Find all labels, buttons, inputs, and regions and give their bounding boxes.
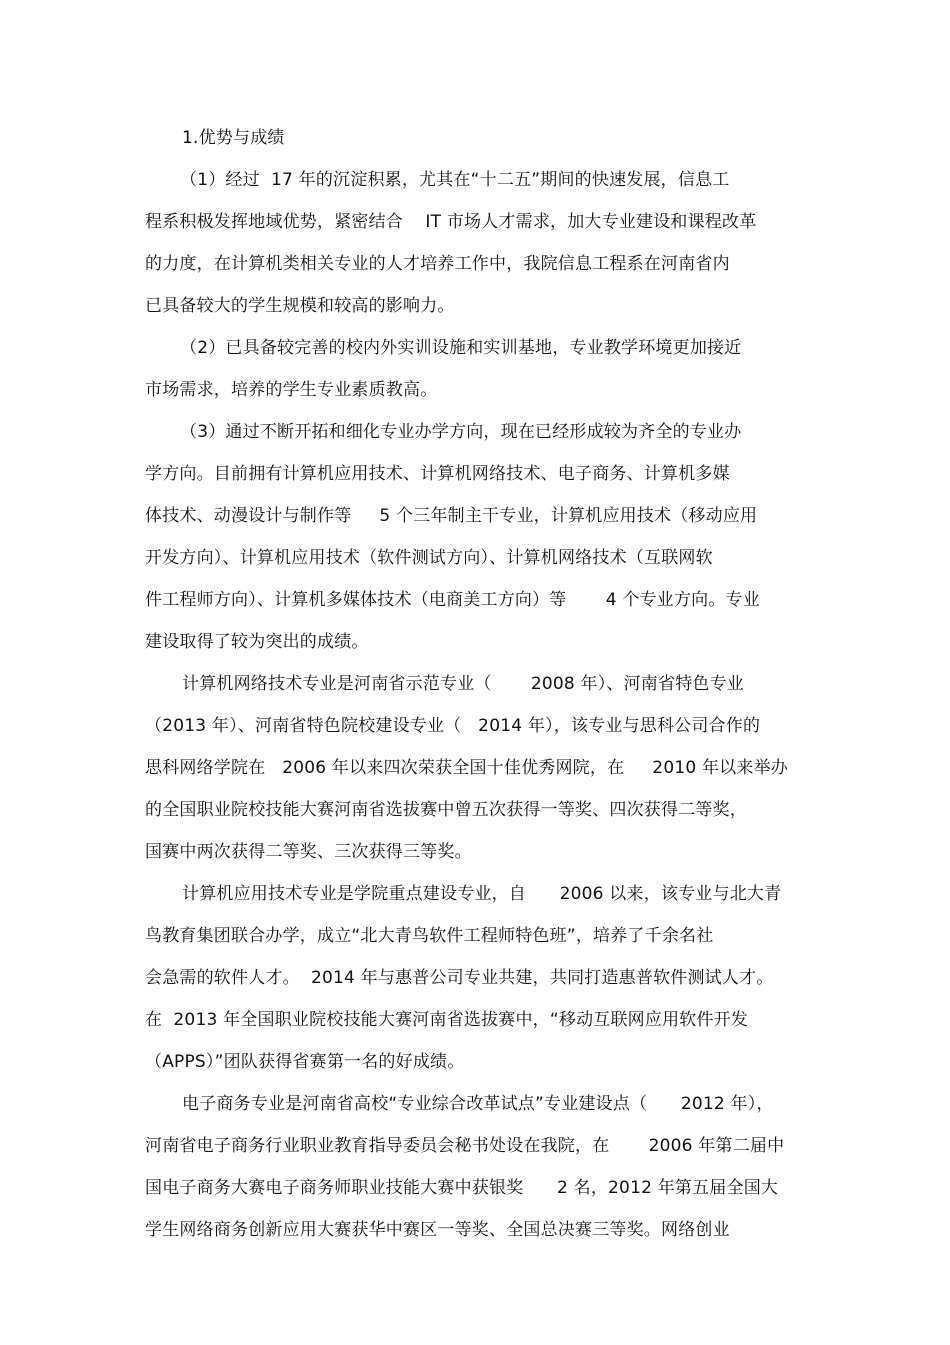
paragraph-line: 市场需求，培养的学生专业素质教高。: [145, 380, 438, 400]
paragraph-line: 国电子商务大赛电子商务师职业技能大赛中获银奖 2 名，2012 年第五届全国大: [145, 1178, 779, 1198]
paragraph-line: 思科网络学院在 2006 年以来四次荣获全国十佳优秀网院，在 2010 年以来举办: [145, 758, 788, 778]
paragraph-line: 学生网络商务创新应用大赛获华中赛区一等奖、全国总决赛三等奖。网络创业: [145, 1220, 730, 1240]
paragraph-line: （2）已具备较完善的校内外实训设施和实训基地，专业教学环境更加接近: [180, 338, 742, 358]
paragraph-line: 件工程师方向）、计算机多媒体技术（电商美工方向）等 4 个专业方向。专业: [145, 590, 760, 610]
paragraph-line: 河南省电子商务行业职业教育指导委员会秘书处设在我院，在 2006 年第二届中: [145, 1136, 785, 1156]
paragraph-line: 计算机应用技术专业是学院重点建设专业，自 2006 以来，该专业与北大青: [182, 884, 782, 904]
paragraph-line: 鸟教育集团联合办学，成立“北大青鸟软件工程师特色班”，培养了千余名社: [145, 926, 714, 946]
paragraph-line: 已具备较大的学生规模和较高的影响力。: [145, 296, 455, 316]
paragraph-line: （1）经过 17 年的沉淀积累，尤其在“十二五”期间的快速发展，信息工: [180, 170, 730, 190]
paragraph-line: 计算机网络技术专业是河南省示范专业（ 2008 年）、河南省特色专业: [182, 674, 744, 694]
paragraph-line: 的全国职业院校技能大赛河南省选拔赛中曾五次获得一等奖、四次获得二等奖，: [145, 800, 747, 820]
paragraph-line: （2013 年）、河南省特色院校建设专业（ 2014 年），该专业与思科公司合作的: [145, 716, 761, 736]
paragraph-line: （3）通过不断开拓和细化专业办学方向，现在已经形成较为齐全的专业办: [180, 422, 742, 442]
paragraph-line: 建设取得了较为突出的成绩。: [145, 632, 369, 652]
paragraph-line: 体技术、动漫设计与制作等 5 个三年制主干专业，计算机应用技术（移动应用: [145, 506, 758, 526]
paragraph-line: 电子商务专业是河南省高校“专业综合改革试点”专业建设点（ 2012 年），: [182, 1094, 774, 1114]
paragraph-line: （APPS）”团队获得省赛第一名的好成绩。: [145, 1052, 465, 1072]
paragraph-line: 程系积极发挥地域优势，紧密结合 IT 市场人才需求，加大专业建设和课程改革: [145, 212, 757, 232]
paragraph-line: 国赛中两次获得二等奖、三次获得三等奖。: [145, 842, 472, 862]
paragraph-line: 的力度，在计算机类相关专业的人才培养工作中，我院信息工程系在河南省内: [145, 254, 730, 274]
paragraph-line: 会急需的软件人才。 2014 年与惠普公司专业共建，共同打造惠普软件测试人才。: [145, 968, 774, 988]
paragraph-line: 学方向。目前拥有计算机应用技术、计算机网络技术、电子商务、计算机多媒: [145, 464, 730, 484]
paragraph-line: 开发方向）、计算机应用技术（软件测试方向）、计算机网络技术（互联网软: [145, 548, 713, 568]
section-heading: 1.优势与成绩: [182, 128, 285, 148]
paragraph-line: 在 2013 年全国职业院校技能大赛河南省选拔赛中，“移动互联网应用软件开发: [145, 1010, 749, 1030]
